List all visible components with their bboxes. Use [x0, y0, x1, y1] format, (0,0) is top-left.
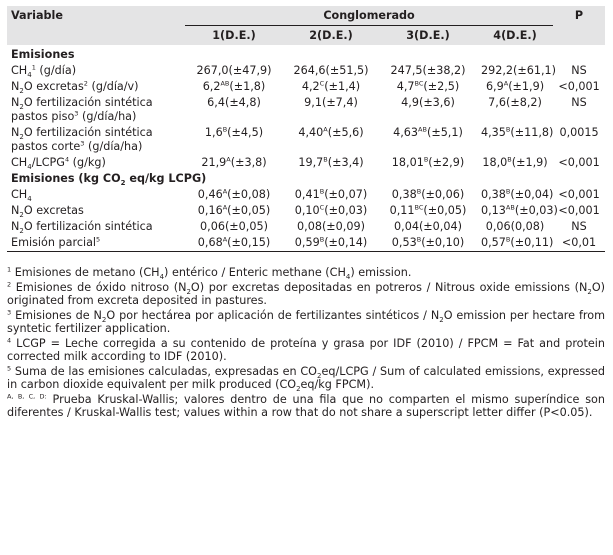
cluster-4-value: $0,38^B(\pm 0,04)$	[481, 187, 554, 201]
header-blank-p	[553, 26, 605, 46]
cluster-4-value: 7,6(±8,2)	[488, 96, 542, 109]
p-value: NS	[571, 220, 587, 233]
cluster-1-value: $0,46^A(\pm 0,08)$	[197, 187, 271, 201]
row-label: $N_2O$ fertilización sintética pastos piso$^3$ (g/día/ha)	[11, 96, 153, 123]
cluster-2-value: $4,2^C(\pm 1,4)$	[301, 79, 361, 93]
footnote-4: $^4$ LCGP = Leche corregida a su contenido de proteína y grasa por IDF (2010) / FPCM = Fat and protein corrected milk according to IDF (2010).	[7, 336, 605, 363]
p-value: NS	[571, 64, 587, 77]
cluster-4-value: $18,0^B(\pm 1,9)$	[482, 155, 548, 169]
p-value: 0,0015	[559, 126, 599, 139]
header-p: P	[553, 6, 605, 26]
cluster-3-value: $0,11^{BC}(\pm 0,05)$	[389, 203, 467, 217]
cluster-4-value: $0,13^{AB}(\pm 0,03)$	[481, 203, 558, 217]
table-row	[7, 203, 605, 219]
section-emisiones-co2: Emisiones (kg $CO_2$ eq/kg LCPG)	[11, 172, 207, 188]
footnotes	[7, 266, 605, 419]
table-body	[7, 45, 605, 252]
cluster-1-value: $0,16^A(\pm 0,05)$	[197, 203, 271, 217]
cluster-4-value: 0,06(0,08)	[485, 220, 545, 233]
cluster-3-value: $0,53^B(\pm 0,10)$	[379, 235, 477, 252]
p-value: NS	[571, 96, 587, 109]
cluster-4-value: $0,57^B(\pm 0,11)$	[477, 235, 553, 252]
section-row	[7, 171, 605, 187]
cluster-3-value: 0,04(±0,04)	[394, 220, 462, 233]
footnote-3: $^3$ Emisiones de $N_2O$ por hectárea por aplicación de fertilizantes sintéticos / $N_2O$ emission per hectare from syntetic fertilizer application.	[7, 308, 605, 335]
row-label: $CH_4$	[11, 188, 32, 204]
cluster-3-value: $18,01^B(\pm 2,9)$	[391, 155, 465, 169]
p-value: <0,001	[558, 80, 600, 93]
cluster-1-value: $1,6^B(\pm 4,5)$	[204, 125, 264, 139]
cluster-3-value: 4,9(±3,6)	[401, 96, 455, 109]
results-table	[7, 6, 605, 252]
cluster-4-value: 292,2(±61,1)	[481, 64, 557, 77]
p-value: <0,001	[558, 156, 600, 169]
header-cluster-3: 3(D.E.)	[379, 26, 477, 46]
table-row	[7, 95, 605, 125]
table-header	[7, 6, 605, 45]
header-variable: Variable	[7, 6, 185, 26]
footnote-superscripts: $^{A, B, C, D:}$ Prueba Kruskal-Wallis; valores dentro de una fila que no comparten el mismo superíndice son diferentes / Kruskal-Wallis test; values within a row that do not share a superscript letter differ (P<0.05).	[7, 392, 605, 419]
footnote-5: $^5$ Suma de las emisiones calculadas, expresadas en $CO_2eq$/LCPG / Sum of calculated emissions, expressed in carbon dioxide equivalent per milk produced ($CO_2eq/kg$ FPCM).	[7, 364, 605, 394]
footnote-2: $^2$ Emisiones de óxido nitroso $(N_2O)$ por excretas depositadas en potreros / Nitrous oxide emissions $(N_2O)$ originated from excreta deposited in pastures.	[7, 280, 605, 307]
cluster-2-value: $0,59^B(\pm 0,14)$	[283, 235, 379, 252]
cluster-3-value: $0,38^B(\pm 0,06)$	[391, 187, 465, 201]
header-conglomerado: Conglomerado	[185, 6, 553, 26]
p-value: <0,01	[553, 235, 605, 252]
p-value: <0,001	[558, 188, 600, 201]
cluster-2-value: $0,41^B(\pm 0,07)$	[294, 187, 368, 201]
cluster-1-value: 6,4(±4,8)	[207, 96, 261, 109]
cluster-1-value: $0,68^A(\pm 0,15)$	[185, 235, 283, 252]
cluster-1-value: $6,2^{AB}(\pm 1,8)$	[202, 79, 266, 93]
cluster-2-value: 264,6(±51,5)	[293, 64, 369, 77]
table-row	[7, 187, 605, 203]
header-cluster-4: 4(D.E.)	[477, 26, 553, 46]
table-row	[7, 63, 605, 79]
table-row	[7, 219, 605, 235]
table-row	[7, 79, 605, 95]
footnote-1: $^1$ Emisiones de metano $(CH_4)$ entérico / Enteric methane $(CH_4)$ emission.	[7, 265, 412, 282]
header-cluster-2: 2(D.E.)	[283, 26, 379, 46]
header-cluster-1: 1(D.E.)	[185, 26, 283, 46]
row-label: $N_2O$ fertilización sintética	[11, 220, 153, 236]
cluster-2-value: 9,1(±7,4)	[304, 96, 358, 109]
row-label: Emisión parcial$^5$	[7, 235, 185, 252]
cluster-2-value: $4,40^A(\pm 5,6)$	[298, 125, 364, 139]
p-value: <0,001	[558, 204, 600, 217]
section-row	[7, 45, 605, 63]
cluster-2-value: 0,08(±0,09)	[297, 220, 365, 233]
row-label: $N_2O$ excretas	[11, 204, 84, 220]
cluster-2-value: $0,10^C(\pm 0,03)$	[294, 203, 368, 217]
table-container	[7, 6, 605, 421]
cluster-3-value: $4,7^{BC}(\pm 2,5)$	[396, 79, 460, 93]
row-label: $N_2O$ excretas$^2$ (g/día/v)	[11, 79, 139, 96]
cluster-3-value: $4,63^{AB}(\pm 5,1)$	[393, 125, 463, 139]
section-emisiones: Emisiones	[11, 48, 75, 61]
cluster-1-value: 267,0(±47,9)	[196, 64, 272, 77]
cluster-4-value: $6,9^A(\pm 1,9)$	[485, 79, 545, 93]
table-row	[7, 155, 605, 171]
cluster-1-value: $21,9^A(\pm 3,8)$	[201, 155, 267, 169]
table-row	[7, 235, 605, 252]
row-label: $CH_4/LCPG^4$ (g/kg)	[11, 155, 106, 172]
header-blank	[7, 26, 185, 46]
row-label: $N_2O$ fertilización sintética pastos corte$^3$ (g/día/ha)	[11, 126, 153, 153]
cluster-2-value: $19,7^B(\pm 3,4)$	[298, 155, 364, 169]
cluster-3-value: 247,5(±38,2)	[390, 64, 466, 77]
table-row	[7, 125, 605, 155]
cluster-1-value: 0,06(±0,05)	[200, 220, 268, 233]
cluster-4-value: $4,35^B(\pm 11,8)$	[481, 125, 554, 139]
row-label: $CH_4^1$ (g/día)	[11, 63, 77, 80]
